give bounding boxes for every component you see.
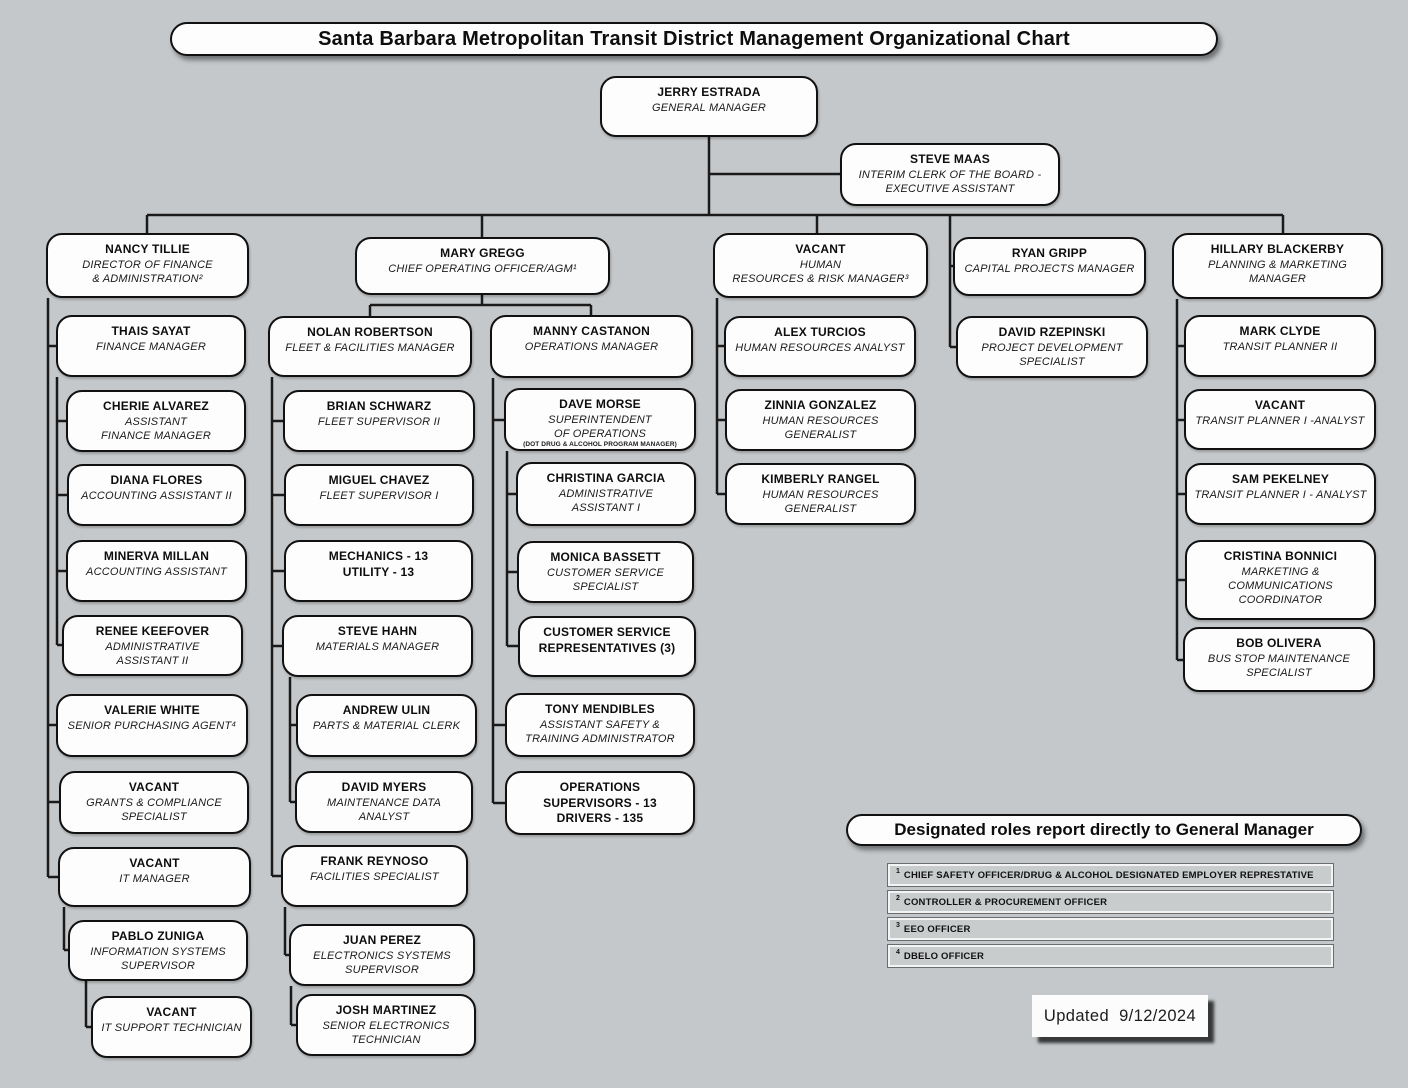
footnote-marker: 2 [896, 894, 900, 902]
person-role: MARKETING & [1241, 565, 1320, 578]
person-role: INTERIM CLERK OF THE BOARD - [858, 168, 1042, 181]
person-role: CAPITAL PROJECTS MANAGER [964, 262, 1135, 275]
person-role: FLEET SUPERVISOR I [319, 489, 439, 502]
person-role: ASSISTANT I [571, 501, 641, 514]
person-role: SPECIALIST [1246, 666, 1312, 679]
org-node-valerie [56, 694, 248, 757]
org-node-monica [517, 541, 694, 603]
person-role: FLEET & FACILITIES MANAGER [285, 341, 455, 354]
person-name: VACANT [128, 780, 180, 794]
person-name: VALERIE WHITE [104, 703, 200, 717]
page-title: Santa Barbara Metropolitan Transit District Management Organizational Chart [318, 27, 1070, 50]
person-note: (DOT DRUG & ALCOHOL PROGRAM MANAGER) [523, 441, 677, 449]
org-node-minerva [66, 540, 247, 602]
org-node-nancy [46, 233, 249, 298]
footnote-text: DBELO OFFICER [903, 950, 985, 962]
person-name: OPERATIONS [559, 780, 641, 794]
person-role: OF OPERATIONS [553, 427, 647, 440]
footnote-item [888, 864, 1333, 886]
person-role: ADMINISTRATIVE [558, 487, 654, 500]
person-role: GENERALIST [784, 428, 857, 441]
person-role: HUMAN RESOURCES ANALYST [735, 341, 905, 354]
person-role: PLANNING & MARKETING [1207, 258, 1348, 271]
person-name: MIGUEL CHAVEZ [328, 473, 430, 487]
updated-stamp [1032, 995, 1208, 1037]
org-node-davidmyers [295, 771, 473, 833]
person-role: SPECIALIST [1019, 355, 1085, 368]
person-name: RENEE KEEFOVER [95, 624, 210, 638]
person-role: IT SUPPORT TECHNICIAN [101, 1021, 242, 1034]
org-node-itmgr [58, 847, 251, 907]
person-role: HUMAN [799, 258, 842, 271]
updated-date: 9/12/2024 [1119, 1006, 1197, 1025]
person-role: FACILITIES SPECIALIST [310, 870, 439, 883]
org-node-miguel [284, 464, 474, 526]
legend-title: Designated roles report directly to General Manager [894, 820, 1314, 839]
person-role: TRAINING ADMINISTRATOR [525, 732, 675, 745]
person-name: KIMBERLY RANGEL [761, 472, 880, 486]
person-role: ASSISTANT SAFETY & [540, 718, 660, 731]
person-role: SUPERVISOR [121, 959, 195, 972]
person-role: MANAGER [1248, 272, 1307, 285]
footnote-list [888, 864, 1333, 972]
person-role: GRANTS & COMPLIANCE [86, 796, 222, 809]
org-node-grants [59, 771, 249, 834]
org-node-tony [505, 693, 695, 757]
footnote-text: CHIEF SAFETY OFFICER/DRUG & ALCOHOL DESIGNATED EMPLOYER REPRESTATIVE [903, 869, 1314, 881]
person-role: CUSTOMER SERVICE [546, 566, 665, 579]
org-node-frank [281, 845, 468, 907]
person-name: MARK CLYDE [1239, 324, 1321, 338]
org-node-diana [67, 464, 246, 526]
person-name: REPRESENTATIVES (3) [538, 640, 676, 655]
person-name: THAIS SAYAT [111, 324, 191, 338]
person-name: MARY GREGG [440, 246, 525, 260]
person-role: & ADMINISTRATION² [92, 272, 203, 285]
footnote-marker: 4 [896, 948, 900, 956]
person-name: ANDREW ULIN [342, 703, 431, 717]
org-node-steve_maas [840, 143, 1060, 206]
footnote-item [888, 945, 1333, 967]
person-role: ACCOUNTING ASSISTANT II [81, 489, 232, 502]
footnote-marker: 3 [896, 921, 900, 929]
person-name: CHERIE ALVAREZ [103, 399, 209, 413]
org-node-jerry [600, 76, 818, 137]
person-name: VACANT [146, 1005, 197, 1019]
person-name: STEVE HAHN [337, 624, 418, 638]
org-node-ryan [953, 237, 1146, 296]
org-node-thais [56, 315, 246, 377]
org-node-vacant_hr [713, 233, 928, 298]
person-role: PROJECT DEVELOPMENT [981, 341, 1123, 354]
person-role: TRANSIT PLANNER I - ANALYST [1194, 488, 1367, 501]
org-node-cherie [66, 390, 246, 452]
org-node-christina [516, 462, 696, 526]
footnote-text: EEO OFFICER [903, 923, 971, 935]
person-role: SENIOR ELECTRONICS [322, 1019, 450, 1032]
person-role: ELECTRONICS SYSTEMS [313, 949, 451, 962]
person-role: TECHNICIAN [351, 1033, 421, 1046]
org-node-zinnia [725, 389, 916, 451]
person-role: FINANCE MANAGER [96, 340, 206, 353]
person-role: RESOURCES & RISK MANAGER³ [732, 272, 909, 285]
footnote-marker: 1 [896, 867, 900, 875]
person-role: DIRECTOR OF FINANCE [82, 258, 213, 271]
person-name: MINERVA MILLAN [103, 549, 210, 563]
person-name: BRIAN SCHWARZ [326, 399, 432, 413]
person-name: NANCY TILLIE [105, 242, 190, 256]
person-role: ADMINISTRATIVE [105, 640, 200, 653]
org-node-nolan [268, 316, 472, 377]
person-role: FINANCE MANAGER [101, 429, 211, 442]
person-role: FLEET SUPERVISOR II [317, 415, 441, 428]
chart-title-banner [170, 22, 1218, 56]
org-node-mary [355, 237, 610, 295]
person-role: CHIEF OPERATING OFFICER/AGM¹ [388, 262, 577, 275]
org-node-mechanics [284, 540, 473, 602]
person-role: SUPERINTENDENT [548, 413, 652, 426]
org-node-manny [490, 315, 693, 378]
org-node-josh [296, 994, 476, 1056]
legend-banner [846, 814, 1362, 846]
org-node-andrew [296, 694, 477, 757]
person-name: RYAN GRIPP [1011, 246, 1088, 260]
person-name: ALEX TURCIOS [774, 325, 866, 339]
person-name: CHRISTINA GARCIA [546, 471, 666, 485]
person-role: OPERATIONS MANAGER [524, 340, 659, 353]
org-node-bob [1183, 627, 1375, 692]
person-name: JOSH MARTINEZ [335, 1003, 437, 1017]
person-name: DAVID RZEPINSKI [998, 325, 1106, 339]
person-role: GENERAL MANAGER [651, 101, 767, 114]
person-role: ASSISTANT [124, 415, 188, 428]
person-role: ACCOUNTING ASSISTANT [86, 565, 227, 578]
person-role: COORDINATOR [1238, 594, 1323, 607]
person-role: EXECUTIVE ASSISTANT [885, 182, 1015, 195]
org-node-cristina [1185, 540, 1376, 620]
person-name: VACANT [1254, 398, 1306, 412]
person-role: TRANSIT PLANNER II [1222, 340, 1338, 353]
person-name: FRANK REYNOSO [320, 854, 429, 868]
person-name: DRIVERS - 135 [556, 811, 644, 826]
org-node-alex [724, 316, 916, 377]
person-role: INFORMATION SYSTEMS [90, 945, 226, 958]
person-name: VACANT [129, 856, 180, 870]
person-name: SUPERVISORS - 13 [543, 795, 657, 810]
org-node-stevehahn [282, 615, 473, 677]
person-name: CUSTOMER SERVICE [543, 625, 671, 639]
person-name: CRISTINA BONNICI [1223, 549, 1338, 563]
org-node-opssup [505, 771, 695, 835]
updated-label: Updated [1043, 1006, 1110, 1025]
org-node-brian [283, 390, 475, 452]
person-name: VACANT [795, 242, 846, 256]
org-node-davidr [956, 316, 1148, 378]
person-name: PABLO ZUNIGA [111, 929, 205, 943]
person-role: IT MANAGER [119, 872, 190, 885]
footnote-item [888, 918, 1333, 940]
person-name: MECHANICS - 13 [328, 549, 429, 563]
org-node-hillary [1172, 233, 1383, 299]
person-role: HUMAN RESOURCES [762, 414, 879, 427]
person-role: TRANSIT PLANNER I -ANALYST [1195, 414, 1365, 427]
footnote-text: CONTROLLER & PROCUREMENT OFFICER [903, 896, 1108, 908]
person-name: MANNY CASTANON [532, 324, 651, 338]
org-node-itsupport [91, 996, 252, 1058]
person-role: MAINTENANCE DATA [326, 796, 442, 809]
person-name: JUAN PEREZ [342, 933, 421, 947]
org-node-davemorse [504, 388, 696, 451]
person-role: BUS STOP MAINTENANCE [1207, 652, 1351, 665]
person-name: SAM PEKELNEY [1231, 472, 1330, 486]
org-node-vacant_tp [1184, 389, 1376, 450]
person-name: STEVE MAAS [909, 152, 990, 166]
person-name: NOLAN ROBERTSON [307, 325, 433, 339]
person-name: MONICA BASSETT [550, 550, 661, 564]
person-role: SPECIALIST [121, 810, 187, 823]
person-name: UTILITY - 13 [342, 564, 415, 579]
person-role: ANALYST [358, 810, 410, 823]
person-role: SPECIALIST [572, 580, 639, 593]
org-node-juan [289, 924, 475, 986]
person-role: GENERALIST [784, 502, 857, 515]
person-name: ZINNIA GONZALEZ [764, 398, 877, 412]
person-name: DIANA FLORES [110, 473, 203, 487]
person-role: HUMAN RESOURCES [762, 488, 879, 501]
org-node-pablo [68, 920, 248, 981]
person-name: TONY MENDIBLES [545, 702, 655, 716]
org-node-sam [1185, 463, 1376, 525]
org-node-csr [518, 616, 696, 677]
footnote-item [888, 891, 1333, 913]
person-role: ASSISTANT II [116, 654, 189, 667]
person-name: DAVE MORSE [559, 397, 641, 411]
person-role: COMMUNICATIONS [1228, 579, 1333, 592]
org-node-renee [62, 615, 243, 676]
person-role: SUPERVISOR [345, 963, 419, 976]
person-role: MATERIALS MANAGER [315, 640, 440, 653]
person-role: PARTS & MATERIAL CLERK [312, 719, 461, 732]
person-name: HILLARY BLACKERBY [1210, 242, 1345, 256]
person-name: BOB OLIVERA [1236, 636, 1322, 650]
org-node-mark [1184, 315, 1376, 377]
person-name: JERRY ESTRADA [657, 85, 761, 99]
person-role: SENIOR PURCHASING AGENT⁴ [67, 719, 237, 732]
org-node-kimberly [725, 463, 916, 525]
person-name: DAVID MYERS [341, 780, 427, 794]
